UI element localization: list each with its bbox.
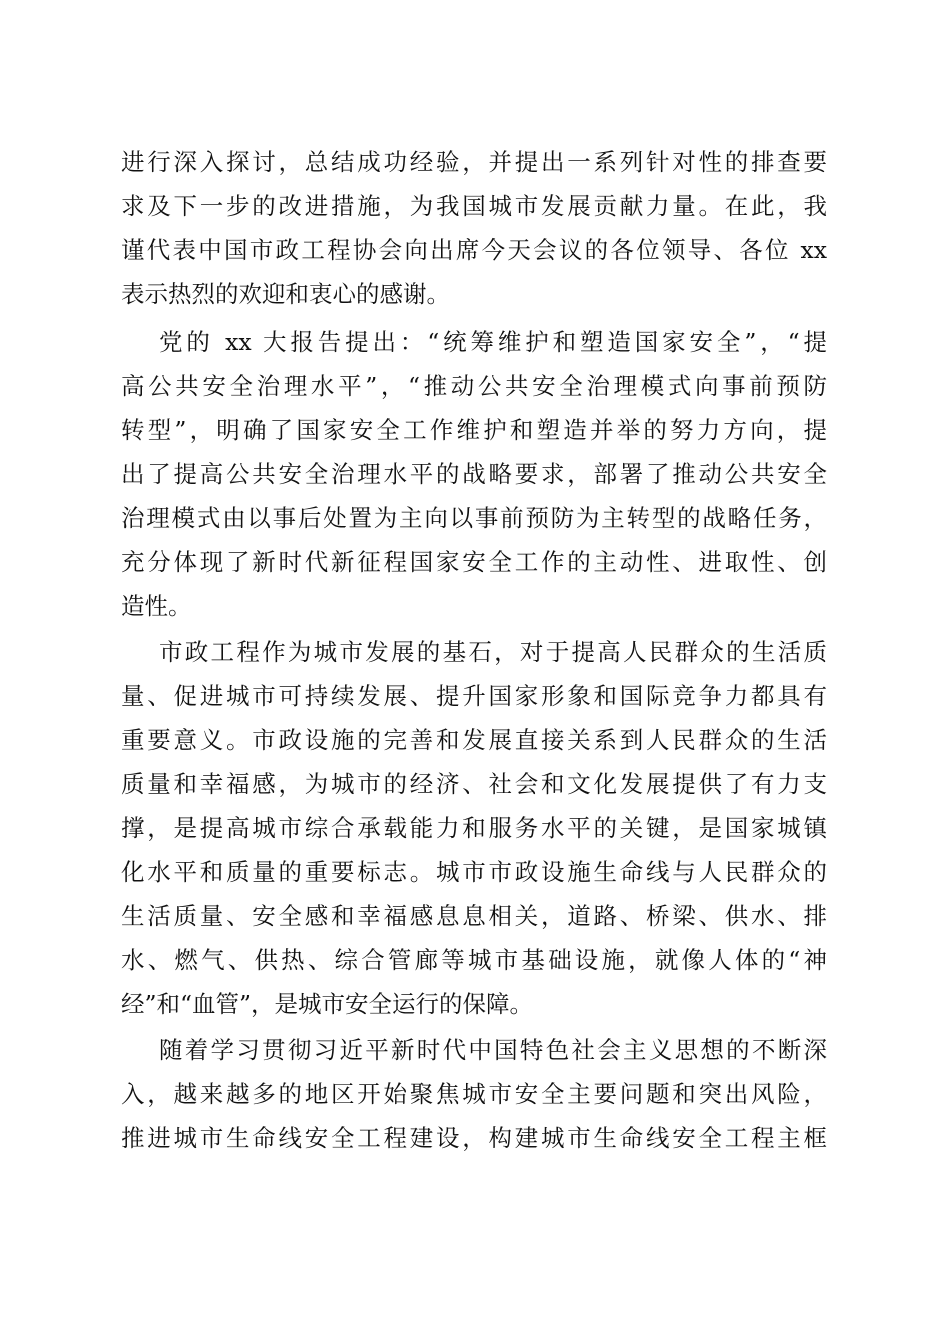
- paragraph-line: 经”和“血管”，是城市安全运行的保障。: [121, 990, 534, 1018]
- paragraph-line: 表示热烈的欢迎和衷心的感谢。: [121, 280, 450, 308]
- paragraph-line: 推进城市生命线安全工程建设，构建城市生命线安全工程主框: [121, 1124, 827, 1152]
- paragraph-line: 高公共安全治理水平”，“推动公共安全治理模式向事前预防: [121, 372, 827, 400]
- paragraph-line: 市政工程作为城市发展的基石，对于提高人民群众的生活质: [159, 638, 827, 666]
- paragraph-line: 化水平和质量的重要标志。城市市政设施生命线与人民群众的: [121, 858, 827, 886]
- paragraph-line: 生活质量、安全感和幸福感息息相关，道路、桥梁、供水、排: [121, 902, 827, 930]
- paragraph-1: [121, 140, 827, 316]
- paragraph-4: [121, 1028, 827, 1160]
- paragraph-line: 随着学习贯彻习近平新时代中国特色社会主义思想的不断深: [159, 1036, 827, 1064]
- paragraph-line: 进行深入探讨，总结成功经验，并提出一系列针对性的排查要: [121, 148, 827, 176]
- paragraph-line: 水、燃气、供热、综合管廊等城市基础设施，就像人体的“神: [121, 946, 827, 974]
- paragraph-line: 出了提高公共安全治理水平的战略要求，部署了推动公共安全: [121, 460, 827, 488]
- paragraph-line: 求及下一步的改进措施，为我国城市发展贡献力量。在此，我: [121, 192, 827, 220]
- paragraph-line: 造性。: [121, 592, 192, 620]
- paragraph-3: [121, 630, 827, 1026]
- paragraph-line: 党的 xx 大报告提出：“统筹维护和塑造国家安全”，“提: [159, 328, 827, 356]
- paragraph-line: 转型”，明确了国家安全工作维护和塑造并举的努力方向，提: [121, 416, 827, 444]
- paragraph-line: 治理模式由以事后处置为主向以事前预防为主转型的战略任务，: [121, 504, 827, 532]
- paragraph-line: 撑，是提高城市综合承载能力和服务水平的关键，是国家城镇: [121, 814, 827, 842]
- paragraph-line: 充分体现了新时代新征程国家安全工作的主动性、进取性、创: [121, 548, 827, 576]
- paragraph-2: [121, 320, 827, 628]
- paragraph-line: 谨代表中国市政工程协会向出席今天会议的各位领导、各位 xx: [121, 236, 827, 264]
- paragraph-line: 质量和幸福感，为城市的经济、社会和文化发展提供了有力支: [121, 770, 827, 798]
- paragraph-line: 重要意义。市政设施的完善和发展直接关系到人民群众的生活: [121, 726, 827, 754]
- paragraph-line: 量、促进城市可持续发展、提升国家形象和国际竞争力都具有: [121, 682, 827, 710]
- paragraph-line: 入，越来越多的地区开始聚焦城市安全主要问题和突出风险，: [121, 1080, 827, 1108]
- document-body: [121, 140, 827, 1160]
